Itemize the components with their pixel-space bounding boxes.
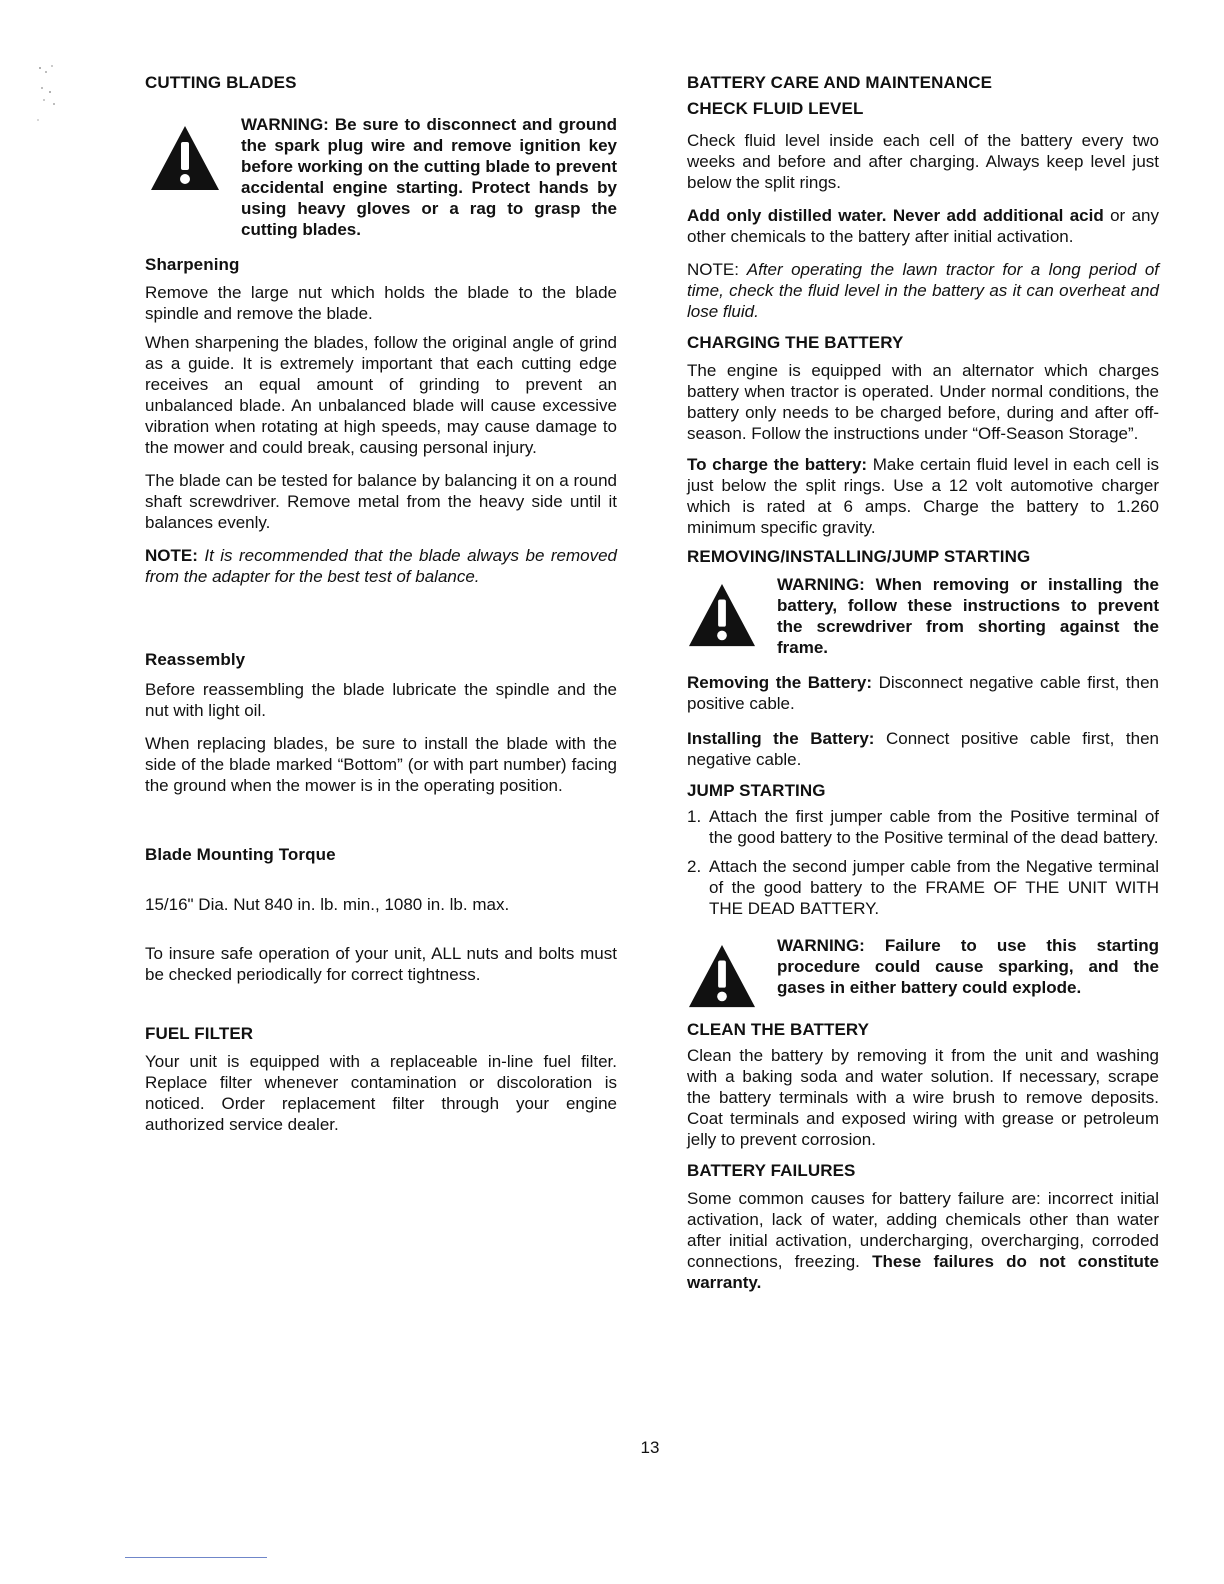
removing-battery-p bbox=[687, 672, 1159, 714]
reassembly-p1: Before reassembling the blade lubricate the spindle and the nut with light oil. bbox=[145, 680, 617, 720]
sharpening-note bbox=[145, 545, 617, 587]
warning-triangle-icon bbox=[687, 943, 757, 1011]
battery-failures-p1 bbox=[687, 1188, 1159, 1293]
right-column bbox=[687, 72, 1159, 1293]
left-column bbox=[145, 72, 617, 1135]
sharpening-p2: When sharpening the blades, follow the original angle of grind as a guide. It is extremely important that each cutting edge receives an equal amount of grinding to prevent an unbalanced blade. An unbalanced blade will cause excessive vibration when rotating at high speeds, may cause damage to the mower and could break, causing personal injury. bbox=[145, 333, 617, 457]
page-number: 13 bbox=[640, 1438, 660, 1457]
distilled-water-bold: Add only distilled water. Never add additional acid bbox=[687, 206, 1104, 225]
cutting-blades-warning-text: WARNING: Be sure to disconnect and ground the spark plug wire and remove ignition key before working on the cutting blade to prevent accidental engine starting. Protect hands by using heavy gloves or a rag to grasp the cutting blades. bbox=[241, 115, 617, 239]
battery-failures-heading: BATTERY FAILURES bbox=[687, 1161, 856, 1180]
battery-failures-text: Some common causes for battery failure are: incorrect initial activation, lack of water, adding chemicals other than water after initial activation, undercharging, overcharging, corroded connections, freezing. bbox=[687, 1189, 1159, 1271]
charging-p2-bold: To charge the battery: bbox=[687, 455, 868, 474]
jump-step bbox=[687, 856, 1159, 919]
step-text: Attach the second jumper cable from the Negative terminal of the good battery to the FRAME OF THE UNIT WITH THE DEAD BATTERY. bbox=[709, 857, 1159, 918]
scan-specks bbox=[30, 60, 70, 140]
note-label: NOTE: bbox=[145, 546, 198, 565]
charging-heading: CHARGING THE BATTERY bbox=[687, 333, 904, 352]
battery-failures-bold: These failures do not constitute warranty. bbox=[687, 1252, 1159, 1292]
torque-spec: 15/16" Dia. Nut 840 in. lb. min., 1080 in. lb. max. bbox=[145, 895, 510, 914]
warning-triangle-icon bbox=[687, 582, 757, 650]
jump-warning-text: WARNING: Failure to use this starting procedure could cause sparking, and the gases in either battery could explode. bbox=[777, 936, 1159, 997]
cutting-blades-heading: CUTTING BLADES bbox=[145, 73, 297, 92]
charging-p2 bbox=[687, 454, 1159, 538]
note-text: It is recommended that the blade always be removed from the adapter for the best test of balance. bbox=[145, 546, 617, 586]
jump-starting-heading: JUMP STARTING bbox=[687, 781, 826, 800]
cutting-blades-warning bbox=[145, 114, 617, 240]
installing-battery-p bbox=[687, 728, 1159, 770]
charging-p2-rest: Make certain fluid level in each cell is just below the split rings. Use a 12 volt automotive charger which is rated at 6 amps. Charge the battery to 1.260 minimum specific gravity. bbox=[687, 455, 1159, 537]
fuel-filter-heading: FUEL FILTER bbox=[145, 1024, 254, 1043]
battery-note bbox=[687, 259, 1159, 322]
clean-battery-heading: CLEAN THE BATTERY bbox=[687, 1020, 870, 1039]
removing-battery-rest: Disconnect negative cable first, then positive cable. bbox=[687, 673, 1159, 713]
battery-note-label: NOTE: bbox=[687, 260, 739, 279]
removing-heading: REMOVING/INSTALLING/JUMP STARTING bbox=[687, 547, 1031, 566]
distilled-water-rest: or any other chemicals to the battery after initial activation. bbox=[687, 206, 1159, 246]
distilled-water-p bbox=[687, 205, 1159, 247]
torque-heading: Blade Mounting Torque bbox=[145, 845, 336, 864]
jump-warning bbox=[687, 935, 1159, 1011]
installing-battery-bold: Installing the Battery: bbox=[687, 729, 875, 748]
step-number: 2. bbox=[687, 857, 702, 876]
step-text: Attach the first jumper cable from the Positive terminal of the good battery to the Positive terminal of the dead battery. bbox=[709, 807, 1159, 847]
sharpening-p3: The blade can be tested for balance by balancing it on a round shaft screwdriver. Remove metal from the heavy side until it balances evenly. bbox=[145, 471, 617, 532]
removing-battery-bold: Removing the Battery: bbox=[687, 673, 873, 692]
reassembly-p2: When replacing blades, be sure to install the blade with the side of the blade marked “Bottom” (or with part number) facing the ground when the mower is in the operating position. bbox=[145, 734, 617, 795]
check-fluid-heading: CHECK FLUID LEVEL bbox=[687, 99, 864, 118]
sharpening-heading: Sharpening bbox=[145, 255, 240, 274]
check-fluid-p1: Check fluid level inside each cell of the battery every two weeks and before and after charging. Always keep level just below the split rings. bbox=[687, 131, 1159, 192]
removing-warning-text: WARNING: When removing or installing the battery, follow these instructions to prevent the screwdriver from shorting against the frame. bbox=[777, 575, 1159, 657]
battery-note-text: After operating the lawn tractor for a long period of time, check the fluid level in the battery as it can overheat and lose fluid. bbox=[687, 260, 1159, 321]
step-number: 1. bbox=[687, 807, 702, 826]
installing-battery-rest: Connect positive cable first, then negative cable. bbox=[687, 729, 1159, 769]
footer-rule bbox=[125, 1557, 267, 1558]
charging-p1: The engine is equipped with an alternator which charges battery when tractor is operated. Under normal conditions, the battery only needs to be charged before, during and after off-season. Follow the instructions under “Off-Season Storage”. bbox=[687, 361, 1159, 443]
jump-steps bbox=[687, 806, 1159, 919]
torque-p1: To insure safe operation of your unit, ALL nuts and bolts must be checked periodically for correct tightness. bbox=[145, 944, 617, 984]
warning-triangle-icon bbox=[149, 124, 221, 194]
battery-care-heading: BATTERY CARE AND MAINTENANCE bbox=[687, 73, 993, 92]
clean-battery-p1: Clean the battery by removing it from the unit and washing with a baking soda and water solution. If necessary, scrape the battery terminals with a wire brush to remove deposits. Coat terminals and exposed wiring with grease or petroleum jelly to prevent corrosion. bbox=[687, 1046, 1159, 1149]
removing-warning bbox=[687, 574, 1159, 658]
jump-step bbox=[687, 806, 1159, 848]
reassembly-heading: Reassembly bbox=[145, 650, 246, 669]
sharpening-p1: Remove the large nut which holds the blade to the blade spindle and remove the blade. bbox=[145, 283, 617, 323]
fuel-filter-p1: Your unit is equipped with a replaceable in-line fuel filter. Replace filter whenever contamination or discoloration is noticed. Order replacement filter through your engine authorized service dealer. bbox=[145, 1052, 617, 1134]
